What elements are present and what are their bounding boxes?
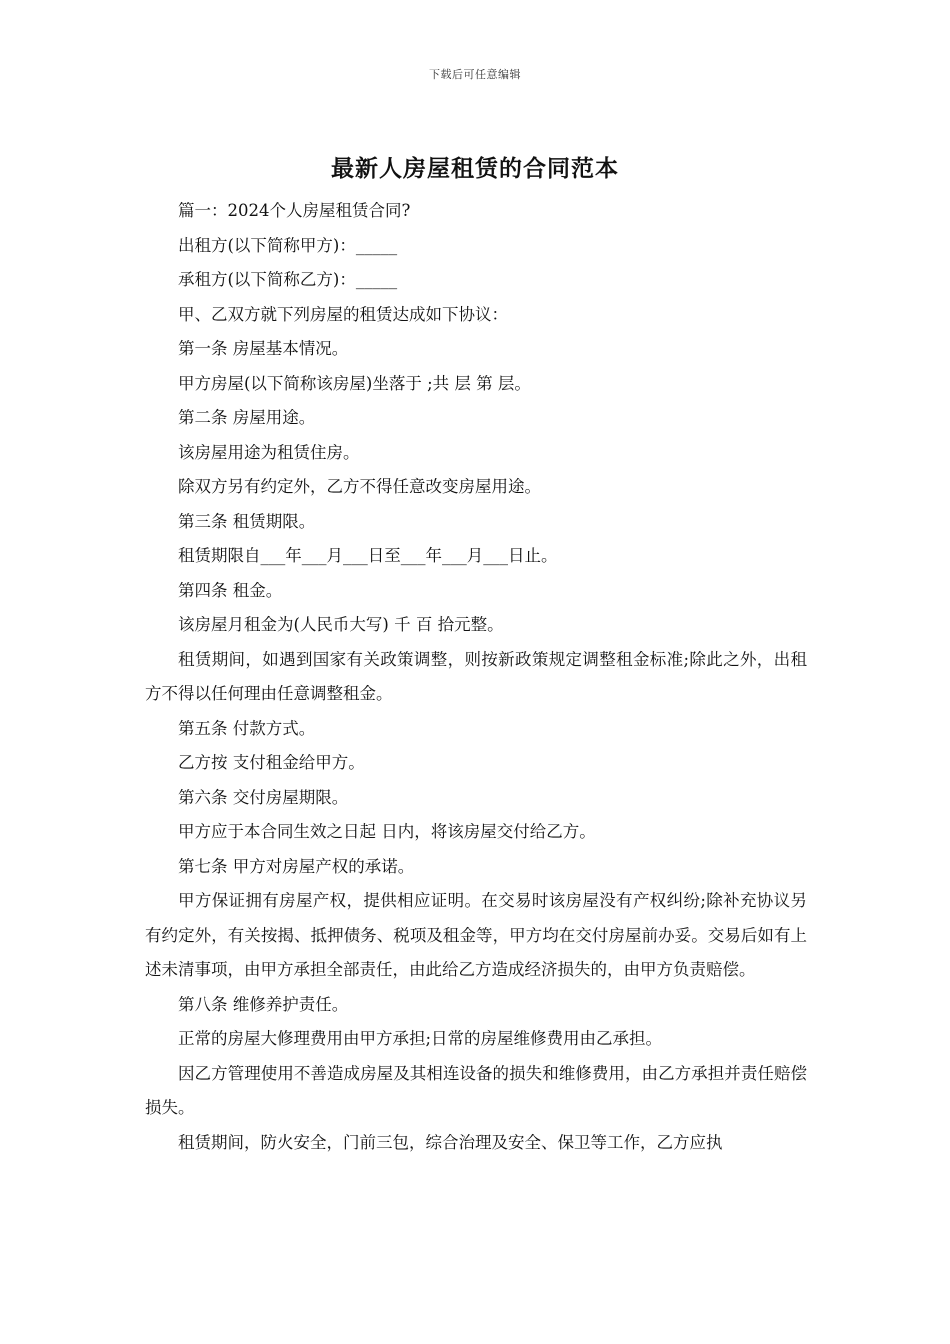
paragraph: 甲方房屋(以下简称该房屋)坐落于 ;共 层 第 层。 bbox=[178, 373, 531, 393]
header-note: 下载后可任意编辑 bbox=[429, 68, 521, 81]
paragraph: 甲方保证拥有房屋产权，提供相应证明。在交易时该房屋没有产权纠纷;除补充协议另有约定外，有关按揭、抵押债务、税项及租金等，甲方均在交付房屋前办妥。交易后如有上述未清事项，由甲方承担全部责任，由此给乙方造成经济损失的，由甲方负责赔偿。 bbox=[145, 891, 807, 979]
paragraph: 租赁期间，如遇到国家有关政策调整，则按新政策规定调整租金标准;除此之外，出租方不得以任何理由任意调整租金。 bbox=[145, 649, 807, 703]
paragraph: 第七条 甲方对房屋产权的承诺。 bbox=[178, 856, 415, 876]
paragraph: 甲、乙双方就下列房屋的租赁达成如下协议： bbox=[178, 304, 508, 324]
paragraph: 第一条 房屋基本情况。 bbox=[178, 339, 349, 358]
paragraph: 因乙方管理使用不善造成房屋及其相连设备的损失和维修费用，由乙方承担并责任赔偿损失。 bbox=[145, 1063, 807, 1117]
paragraph: 第六条 交付房屋期限。 bbox=[178, 787, 349, 807]
paragraph: 租赁期间，防火安全，门前三包，综合治理及安全、保卫等工作，乙方应执 bbox=[178, 1132, 723, 1152]
paragraph: 篇一：2024个人房屋租赁合同? bbox=[178, 201, 411, 220]
paragraph: 第四条 租金。 bbox=[178, 580, 283, 600]
paragraph: 第八条 维修养护责任。 bbox=[178, 994, 349, 1014]
paragraph: 甲方应于本合同生效之日起 日内，将该房屋交付给乙方。 bbox=[178, 822, 596, 841]
paragraph: 正常的房屋大修理费用由甲方承担;日常的房屋维修费用由乙承担。 bbox=[178, 1029, 663, 1048]
document-title: 最新人房屋租赁的合同范本 bbox=[331, 155, 619, 182]
document-body bbox=[145, 194, 807, 1160]
paragraph: 出租方(以下简称甲方)：_____ bbox=[178, 235, 398, 255]
paragraph: 该房屋用途为租赁住房。 bbox=[178, 442, 360, 462]
paragraph: 第三条 租赁期限。 bbox=[178, 511, 316, 531]
paragraph: 乙方按 支付租金给甲方。 bbox=[178, 753, 365, 772]
paragraph: 承租方(以下简称乙方)：_____ bbox=[178, 270, 398, 289]
paragraph: 第五条 付款方式。 bbox=[178, 718, 316, 738]
paragraph: 第二条 房屋用途。 bbox=[178, 408, 316, 427]
paragraph: 租赁期限自___年___月___日至___年___月___日止。 bbox=[178, 546, 558, 565]
paragraph: 除双方另有约定外，乙方不得任意改变房屋用途。 bbox=[178, 477, 541, 496]
paragraph: 该房屋月租金为(人民币大写) 千 百 拾元整。 bbox=[178, 615, 504, 634]
